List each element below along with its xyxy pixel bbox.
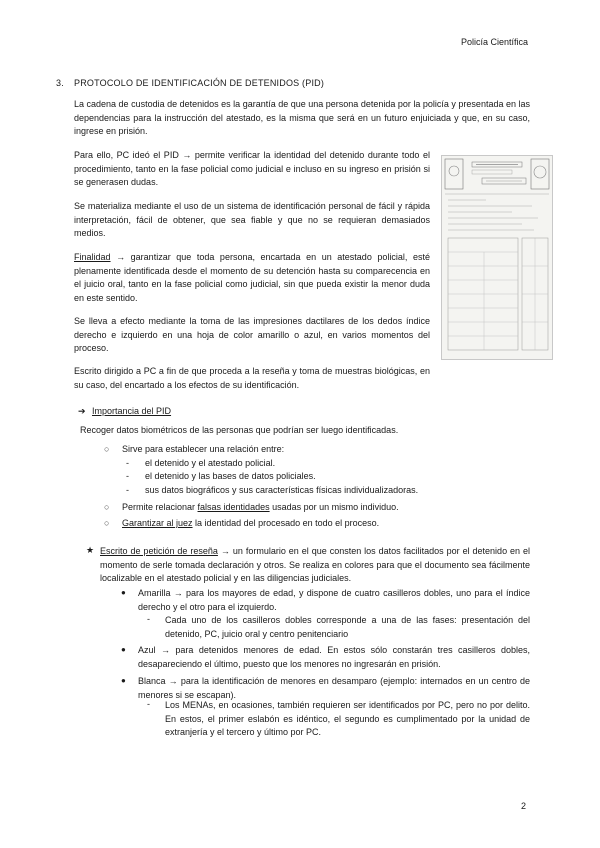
section-title-text: PROTOCOLO DE IDENTIFICACIÓN DE DETENIDOS (PID) [74,78,325,88]
identification-form-image [441,155,553,360]
list-item [104,444,284,454]
finality-text: → garantizar que toda persona, encartada en un atestado policial, esté plenamente identificada desde el momento de su detención hasta su comparecencia en el juicio oral, tanto en la fase policial como judicial, sin que pueda existir la menor duda en este sentido. [74,252,430,303]
white-form-subitem: Los MENAs, en ocasiones, también requieren ser identificados por PC, pero no por delito. En estos, el primer eslabón es idéntico, el segundo es cumplimentado por la unidad de extranjería y el tercero y último por PC. [165,700,530,737]
sub-list-item [126,485,418,495]
circle-bullet-icon: ○ [104,518,110,528]
sub-list-item [126,471,316,481]
yellow-form-item: Amarilla → para los mayores de edad, y dispone de cuatro casilleros dobles, uno para el índice derecho y el otro para el izquierdo. [138,588,530,612]
petition-text: → un formulario en el que consten los datos facilitados por el detenido en el momento de serle tomada declaración y otros. Se realiza en colores para que el documento sea fácilmente localizable en el atestado policial y en las diligencias judiciales. [100,546,531,583]
dash-bullet: - [126,471,129,481]
bullet-dot-icon: ● [121,676,126,685]
list-item-text: Permite relacionar [122,502,198,512]
list-item-text-end: la identidad del procesado en todo el proceso. [192,518,380,528]
sub-list-item [126,458,275,468]
paragraph-custody-chain: La cadena de custodia de detenidos es la garantía de que una persona detenida por la policía y presentada en las dependencias para la instrucción del atestado, es la misma que será en un futuro enjuiciada y que, en su caso, ingrese en prisión. [74,99,530,136]
importance-title: Importancia del PID [92,406,172,416]
petition-label: Escrito de petición de reseña [100,546,218,556]
paragraph-materialization: Se materializa mediante el uso de un sistema de identificación personal de fácil y rápida interpretación, fácil de obtener, que sea fiable y que no se requieran demasiados medios. [74,201,430,238]
paragraph-written-request: Escrito dirigido a PC a fin de que proceda a la reseña y toma de muestras biológicas, en su caso, del encartado a los efectos de su identificación. [74,366,430,390]
page-header: Policía Científica [460,37,528,47]
list-item-text: Sirve para establecer una relación entre: [122,444,285,454]
dash-bullet: - [126,485,129,495]
list-item [104,518,379,528]
list-item-text-end: usadas por un mismo individuo. [269,502,399,512]
false-identities-text: falsas identidades [197,502,270,512]
circle-bullet-icon: ○ [104,502,110,512]
dash-bullet: - [147,699,150,709]
blue-form-item: Azul → para detenidos menores de edad. En estos sólo constarán tres casilleros dobles, desapareciendo el último, puesto que los menores no ingresarán en prisión. [138,645,530,669]
sub-list-item-text: sus datos biográficos y sus características físicas individualizadoras. [145,485,419,495]
circle-bullet-icon: ○ [104,444,110,454]
importance-heading [78,406,171,417]
page-number: 2 [520,801,526,811]
importance-intro: Recoger datos biométricos de las personas que podrían ser luego identificadas. [80,425,399,435]
petition-paragraph [100,545,530,586]
dash-bullet: - [126,458,129,468]
dash-bullet: - [147,614,150,624]
section-title [56,78,324,88]
guarantee-judge-text: Garantizar al juez [122,518,193,528]
arrow-right-icon: ➔ [78,406,86,416]
paragraph-finality [74,251,430,305]
bullet-dot-icon: ● [121,588,126,597]
list-item [104,502,399,512]
yellow-form-subitem: Cada uno de los casilleros dobles corresponde a una de las fases: presentación del detenido, PC, juicio oral y centro penitenciario [165,615,530,639]
finality-label: Finalidad [74,252,111,262]
form-drawing [442,156,552,359]
sub-list-item-text: el detenido y las bases de datos policiales. [145,471,316,481]
sub-list-item-text: el detenido y el atestado policial. [145,458,276,468]
bullet-dot-icon: ● [121,645,126,654]
paragraph-fingerprints: Se lleva a efecto mediante la toma de las impresiones dactilares de los dedos índice derecho e izquierdo en una hoja de color amarillo o azul, en varios momentos del proceso. [74,316,430,353]
white-form-item: Blanca → para la identificación de menores en desamparo (ejemplo: internados en un centro de menores si se escapan). [138,676,530,700]
paragraph-pid-purpose: Para ello, PC ideó el PID → permite verificar la identidad del detenido durante todo el procedimiento, tanto en la fase policial como judicial e incluso en su ingreso en prisión si se generasen dudas. [74,150,430,187]
star-icon: ★ [86,545,95,555]
section-number: 3. [56,78,64,88]
